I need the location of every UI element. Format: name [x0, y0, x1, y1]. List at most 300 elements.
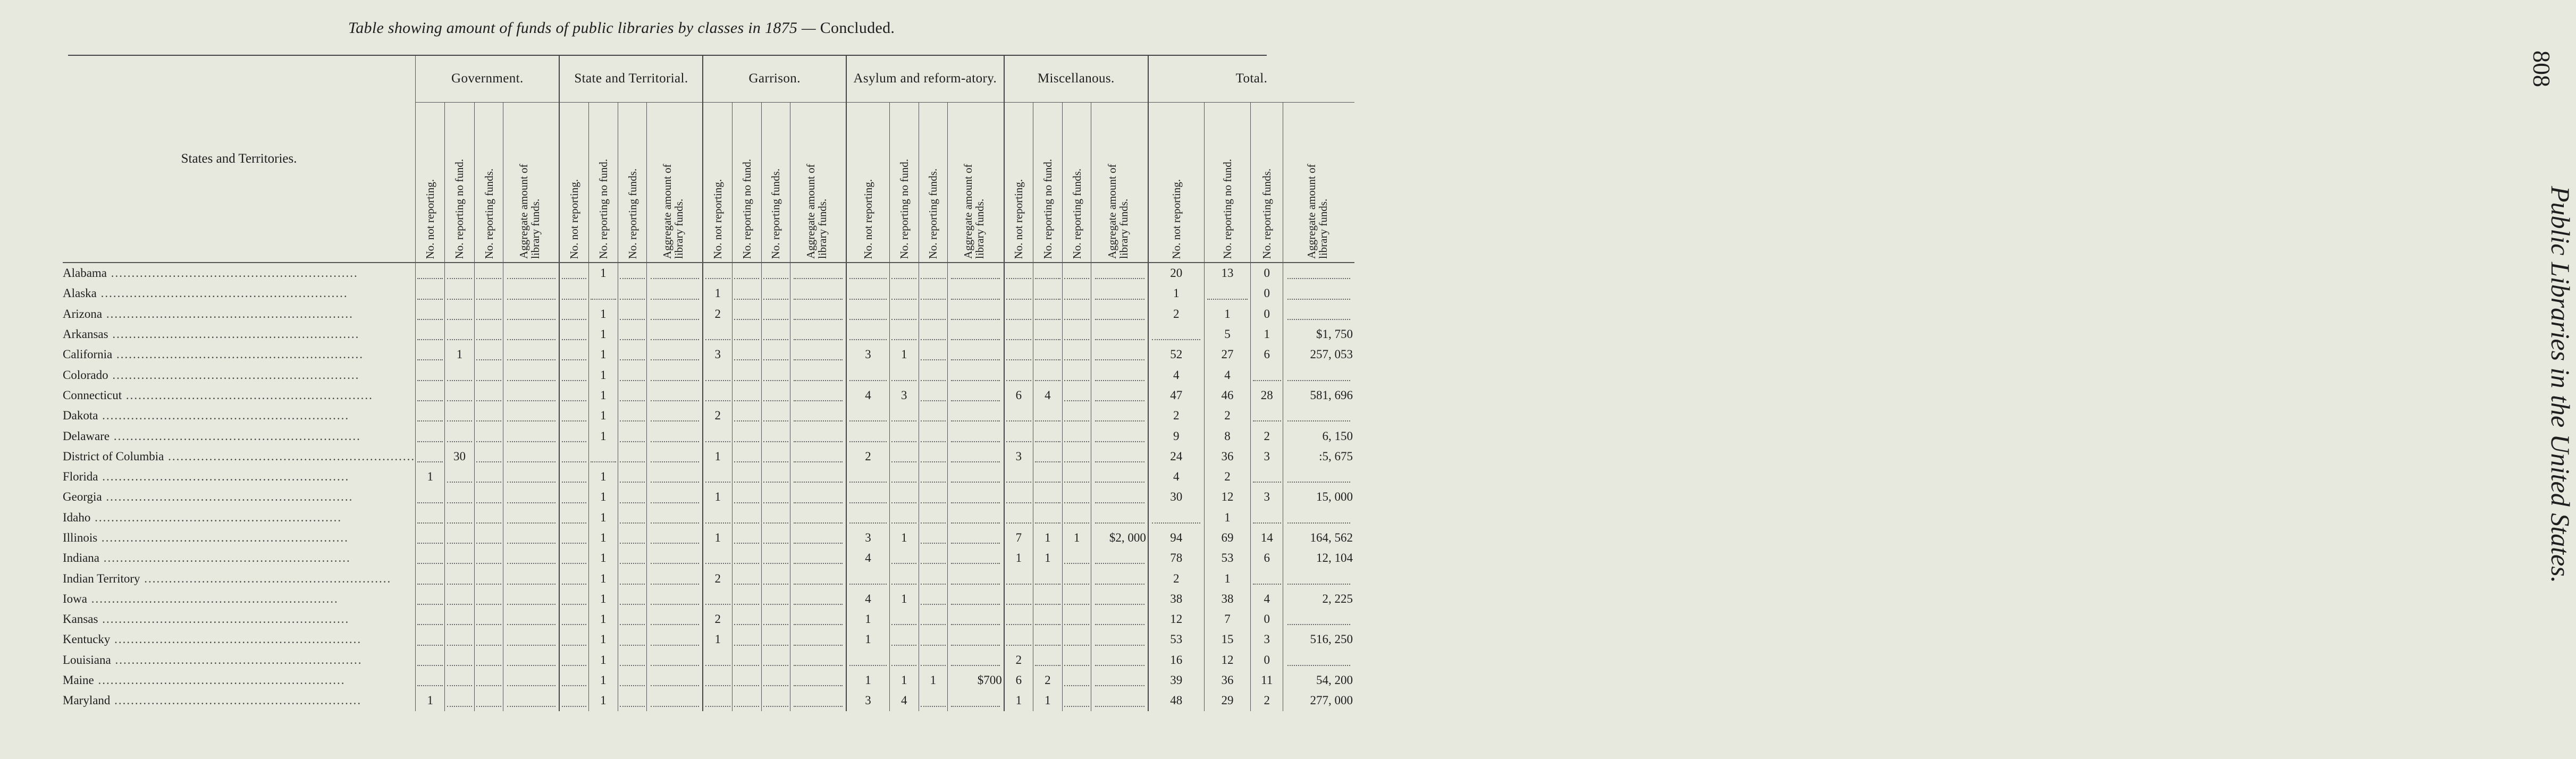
table-row: [63, 467, 1354, 487]
data-cell: [1148, 446, 1204, 467]
empty-dot-leader: [1064, 420, 1089, 421]
data-cell: [416, 446, 445, 467]
data-cell: [1004, 426, 1033, 446]
data-cell: [416, 670, 445, 690]
cell-value: 3: [1262, 450, 1272, 463]
column-subheader-label: No. not reporting.: [861, 179, 874, 259]
data-cell: [919, 487, 948, 507]
data-cell: [846, 344, 890, 365]
data-cell: [416, 690, 445, 711]
data-cell: [474, 650, 503, 670]
column-subheader: [1204, 103, 1251, 263]
empty-dot-leader: [651, 441, 700, 442]
empty-dot-leader: [417, 502, 443, 503]
dot-leader: ............................................................: [98, 470, 350, 484]
data-cell: [1251, 344, 1283, 365]
data-cell: [948, 629, 1004, 650]
empty-dot-leader: [651, 278, 700, 279]
empty-dot-leader: [794, 482, 842, 483]
data-cell: [1148, 528, 1204, 548]
empty-dot-leader: [1095, 441, 1144, 442]
empty-dot-leader: [734, 563, 759, 564]
data-cell: [761, 304, 790, 324]
cell-value: 29: [1219, 694, 1235, 707]
data-cell: [559, 406, 588, 426]
cell-value: 1: [899, 531, 909, 544]
data-cell: [559, 650, 588, 670]
empty-dot-leader: [734, 420, 759, 421]
empty-dot-leader: [1035, 319, 1060, 320]
data-cell: [1004, 304, 1033, 324]
empty-dot-leader: [849, 380, 887, 381]
data-cell: [733, 690, 762, 711]
data-cell: [416, 365, 445, 385]
empty-dot-leader: [417, 604, 443, 605]
data-cell: [1033, 487, 1062, 507]
empty-dot-leader: [951, 604, 1000, 605]
empty-dot-leader: [921, 665, 946, 666]
data-cell: [416, 283, 445, 303]
empty-dot-leader: [705, 482, 730, 483]
empty-dot-leader: [1006, 645, 1031, 646]
empty-dot-leader: [1035, 624, 1060, 625]
empty-dot-leader: [476, 563, 501, 564]
empty-dot-leader: [562, 482, 587, 483]
cell-value: 6: [1262, 551, 1272, 564]
column-subheader-label: No. not reporting.: [1012, 179, 1025, 259]
state-name-cell: [63, 446, 416, 467]
empty-dot-leader: [763, 482, 788, 483]
data-cell: [1062, 670, 1091, 690]
data-cell: [1283, 670, 1354, 690]
data-cell: [1033, 283, 1062, 303]
data-cell: [1004, 508, 1033, 528]
cell-value: 2: [1262, 694, 1272, 707]
empty-dot-leader: [1095, 482, 1144, 483]
empty-dot-leader: [1064, 482, 1089, 483]
data-cell: [445, 609, 474, 629]
data-cell: [890, 548, 919, 568]
cell-value: 11: [1259, 673, 1274, 687]
data-cell: [1148, 263, 1204, 283]
empty-dot-leader: [1006, 299, 1031, 300]
empty-dot-leader: [891, 461, 916, 462]
group-header: Total.: [1148, 55, 1354, 103]
data-cell: [890, 283, 919, 303]
data-cell: [1283, 365, 1354, 385]
data-cell: [1062, 548, 1091, 568]
data-cell: [503, 263, 560, 283]
cell-value: $1, 750: [1315, 327, 1354, 341]
data-cell: [761, 344, 790, 365]
empty-dot-leader: [417, 461, 443, 462]
cell-value: 52: [1168, 348, 1184, 361]
cell-value: 6: [1014, 673, 1024, 687]
empty-dot-leader: [734, 278, 759, 279]
empty-dot-leader: [1035, 461, 1060, 462]
dot-leader: ............................................................: [90, 510, 342, 524]
cell-value: 14: [1259, 531, 1275, 544]
data-cell: [474, 467, 503, 487]
column-subheader: [790, 103, 846, 263]
data-cell: [474, 508, 503, 528]
data-cell: [559, 528, 588, 548]
data-cell: [733, 528, 762, 548]
data-cell: [618, 629, 647, 650]
data-cell: [948, 609, 1004, 629]
data-cell: [761, 548, 790, 568]
empty-dot-leader: [562, 359, 587, 360]
dot-leader: ............................................................: [110, 694, 362, 707]
data-cell: [846, 629, 890, 650]
data-cell: [618, 344, 647, 365]
group-header: Garrison.: [703, 55, 846, 103]
data-cell: [761, 487, 790, 507]
cell-value: 0: [1262, 266, 1272, 280]
data-cell: [919, 385, 948, 406]
empty-dot-leader: [794, 441, 842, 442]
state-name: Idaho: [63, 510, 91, 524]
data-cell: [1204, 568, 1251, 588]
data-cell: [1283, 528, 1354, 548]
empty-dot-leader: [951, 522, 1000, 524]
empty-dot-leader: [417, 584, 443, 585]
data-cell: [445, 650, 474, 670]
empty-dot-leader: [620, 441, 645, 442]
empty-dot-leader: [849, 584, 887, 585]
empty-dot-leader: [620, 624, 645, 625]
empty-dot-leader: [447, 645, 473, 646]
column-subheader: [1033, 103, 1062, 263]
data-cell: [790, 385, 846, 406]
column-subheader: [1004, 103, 1033, 263]
column-subheader-label: No. reporting funds.: [769, 168, 782, 259]
empty-dot-leader: [1035, 339, 1060, 340]
table-row: [63, 508, 1354, 528]
cell-value: 46: [1219, 389, 1235, 402]
empty-dot-leader: [921, 584, 946, 585]
empty-dot-leader: [447, 441, 473, 442]
data-cell: [416, 650, 445, 670]
empty-dot-leader: [705, 685, 730, 686]
empty-dot-leader: [951, 319, 1000, 320]
empty-dot-leader: [562, 685, 587, 686]
data-cell: [703, 365, 732, 385]
empty-dot-leader: [891, 502, 916, 503]
empty-dot-leader: [921, 706, 946, 707]
data-cell: [890, 467, 919, 487]
empty-dot-leader: [1095, 624, 1144, 625]
data-cell: [1251, 406, 1283, 426]
empty-dot-leader: [1064, 665, 1089, 666]
empty-dot-leader: [620, 645, 645, 646]
cell-value: 3: [899, 389, 909, 402]
empty-dot-leader: [1035, 278, 1060, 279]
empty-dot-leader: [620, 522, 645, 524]
empty-dot-leader: [1287, 482, 1350, 483]
empty-dot-leader: [763, 645, 788, 646]
empty-dot-leader: [591, 461, 616, 462]
dot-leader: ............................................................: [98, 612, 350, 626]
state-name-cell: [63, 283, 416, 303]
data-cell: [761, 670, 790, 690]
data-cell: [618, 467, 647, 487]
data-cell: [588, 609, 618, 629]
empty-dot-leader: [620, 482, 645, 483]
data-cell: [1062, 304, 1091, 324]
data-cell: [416, 528, 445, 548]
cell-value: 2: [1172, 409, 1181, 422]
empty-dot-leader: [1095, 522, 1144, 524]
cell-value: 1: [713, 286, 722, 300]
column-subheader-label: No. reporting funds.: [927, 168, 940, 259]
data-cell: [790, 344, 846, 365]
data-cell: [1004, 568, 1033, 588]
cell-value: 1: [929, 673, 938, 687]
data-cell: [919, 426, 948, 446]
state-name-cell: [63, 263, 416, 283]
column-subheader: [647, 103, 703, 263]
empty-dot-leader: [562, 624, 587, 625]
cell-value: 1: [599, 470, 608, 483]
data-cell: [1004, 324, 1033, 344]
data-cell: [445, 548, 474, 568]
empty-dot-leader: [951, 645, 1000, 646]
data-cell: [1148, 283, 1204, 303]
running-head: Public Libraries in the United States.: [2546, 186, 2575, 584]
data-cell: [1004, 690, 1033, 711]
data-cell: [1004, 629, 1033, 650]
empty-dot-leader: [734, 441, 759, 442]
empty-dot-leader: [447, 522, 473, 524]
data-cell: [733, 589, 762, 609]
cell-value: 3: [713, 348, 722, 361]
data-cell: [1204, 548, 1251, 568]
table-row: [63, 304, 1354, 324]
cell-value: 30: [1168, 490, 1184, 503]
data-cell: [846, 589, 890, 609]
data-cell: [647, 670, 703, 690]
data-cell: [1283, 589, 1354, 609]
empty-dot-leader: [794, 461, 842, 462]
cell-value: 2: [1043, 673, 1053, 687]
empty-dot-leader: [1095, 319, 1144, 320]
data-cell: [474, 548, 503, 568]
empty-dot-leader: [1253, 482, 1281, 483]
empty-dot-leader: [476, 685, 501, 686]
dot-leader: ............................................................: [110, 429, 361, 443]
empty-dot-leader: [891, 420, 916, 421]
data-cell: [1033, 365, 1062, 385]
data-cell: [1251, 528, 1283, 548]
data-cell: [733, 548, 762, 568]
data-cell: [474, 670, 503, 690]
state-name-cell: [63, 568, 416, 588]
state-name-cell: [63, 650, 416, 670]
cell-value: 30: [452, 450, 467, 463]
data-cell: [846, 304, 890, 324]
table-row: [63, 406, 1354, 426]
data-cell: [1204, 304, 1251, 324]
empty-dot-leader: [921, 563, 946, 564]
empty-dot-leader: [891, 624, 916, 625]
data-cell: [733, 629, 762, 650]
data-cell: [618, 548, 647, 568]
column-subheader-label: No. not reporting.: [424, 179, 437, 259]
data-cell: [1204, 690, 1251, 711]
page-number: 808: [2528, 50, 2555, 87]
cell-value: $700: [976, 673, 1004, 687]
data-cell: [1062, 690, 1091, 711]
table-row: [63, 589, 1354, 609]
data-cell: [1004, 650, 1033, 670]
data-cell: [559, 487, 588, 507]
empty-dot-leader: [562, 706, 587, 707]
data-cell: [1204, 670, 1251, 690]
data-cell: [474, 589, 503, 609]
empty-dot-leader: [921, 604, 946, 605]
data-cell: [1033, 670, 1062, 690]
data-cell: [761, 385, 790, 406]
data-cell: [846, 385, 890, 406]
column-subheader-label: No. reporting funds.: [1070, 168, 1083, 259]
data-cell: [647, 690, 703, 711]
data-cell: [1204, 508, 1251, 528]
empty-dot-leader: [1287, 584, 1350, 585]
data-cell: [588, 508, 618, 528]
data-cell: [790, 446, 846, 467]
data-cell: [559, 690, 588, 711]
data-cell: [559, 629, 588, 650]
data-cell: [846, 406, 890, 426]
empty-dot-leader: [951, 339, 1000, 340]
data-cell: [618, 283, 647, 303]
data-cell: [416, 304, 445, 324]
data-cell: [474, 283, 503, 303]
empty-dot-leader: [620, 584, 645, 585]
empty-dot-leader: [734, 522, 759, 524]
data-cell: [703, 446, 732, 467]
empty-dot-leader: [951, 665, 1000, 666]
empty-dot-leader: [1287, 278, 1350, 279]
data-cell: [503, 650, 560, 670]
data-cell: [503, 548, 560, 568]
data-cell: [846, 263, 890, 283]
data-cell: [1091, 365, 1148, 385]
data-cell: [559, 365, 588, 385]
data-cell: [1033, 263, 1062, 283]
cell-value: 1: [599, 327, 608, 341]
data-cell: [1204, 344, 1251, 365]
cell-value: 4: [1223, 368, 1232, 382]
data-cell: [559, 467, 588, 487]
data-cell: [1004, 263, 1033, 283]
empty-dot-leader: [705, 278, 730, 279]
empty-dot-leader: [1253, 380, 1281, 381]
data-cell: [647, 263, 703, 283]
state-name: Dakota: [63, 409, 98, 423]
data-cell: [1148, 426, 1204, 446]
empty-dot-leader: [1064, 604, 1089, 605]
cell-value: 1: [713, 450, 722, 463]
empty-dot-leader: [734, 359, 759, 360]
data-cell: [890, 446, 919, 467]
data-cell: [1091, 690, 1148, 711]
cell-value: 1: [899, 673, 909, 687]
column-subheader-label: Aggregate amount of library funds.: [804, 164, 829, 259]
data-cell: [618, 568, 647, 588]
data-cell: [416, 508, 445, 528]
empty-dot-leader: [1064, 563, 1089, 564]
data-cell: [416, 344, 445, 365]
dot-leader: ............................................................: [111, 653, 363, 667]
cell-value: 1: [899, 592, 909, 605]
empty-dot-leader: [417, 359, 443, 360]
empty-dot-leader: [734, 299, 759, 300]
data-cell: [1004, 670, 1033, 690]
empty-dot-leader: [921, 645, 946, 646]
empty-dot-leader: [447, 624, 473, 625]
data-cell: [890, 406, 919, 426]
data-cell: [790, 670, 846, 690]
empty-dot-leader: [921, 299, 946, 300]
empty-dot-leader: [763, 400, 788, 401]
data-cell: [790, 690, 846, 711]
dot-leader: ............................................................: [108, 368, 360, 382]
empty-dot-leader: [1095, 584, 1144, 585]
data-cell: [1062, 609, 1091, 629]
state-name: Louisiana: [63, 653, 111, 667]
empty-dot-leader: [1064, 319, 1089, 320]
data-cell: [416, 568, 445, 588]
data-cell: [761, 467, 790, 487]
empty-dot-leader: [734, 584, 759, 585]
data-cell: [703, 568, 732, 588]
data-cell: [1033, 650, 1062, 670]
data-cell: [503, 446, 560, 467]
empty-dot-leader: [1287, 665, 1350, 666]
empty-dot-leader: [794, 400, 842, 401]
data-cell: [890, 487, 919, 507]
data-cell: [647, 589, 703, 609]
state-name: Arizona: [63, 307, 103, 321]
data-cell: [890, 365, 919, 385]
state-name: Georgia: [63, 490, 102, 504]
data-cell: [503, 385, 560, 406]
data-cell: [948, 467, 1004, 487]
cell-value: 164, 562: [1309, 531, 1355, 544]
data-cell: [1283, 324, 1354, 344]
cell-value: 1: [599, 551, 608, 564]
cell-value: 15: [1219, 632, 1235, 646]
cell-value: 36: [1219, 450, 1235, 463]
data-cell: [1251, 568, 1283, 588]
empty-dot-leader: [1287, 319, 1350, 320]
column-subheader-label: No. not reporting.: [711, 179, 725, 259]
empty-dot-leader: [476, 359, 501, 360]
data-cell: [1283, 304, 1354, 324]
data-cell: [1091, 670, 1148, 690]
data-cell: [919, 508, 948, 528]
cell-value: 15, 000: [1315, 490, 1354, 503]
data-cell: [1033, 426, 1062, 446]
data-cell: [1251, 487, 1283, 507]
cell-value: 6: [1014, 389, 1024, 402]
empty-dot-leader: [1253, 522, 1281, 524]
dot-leader: ............................................................: [122, 388, 373, 402]
data-cell: [1283, 568, 1354, 588]
data-cell: [1251, 670, 1283, 690]
